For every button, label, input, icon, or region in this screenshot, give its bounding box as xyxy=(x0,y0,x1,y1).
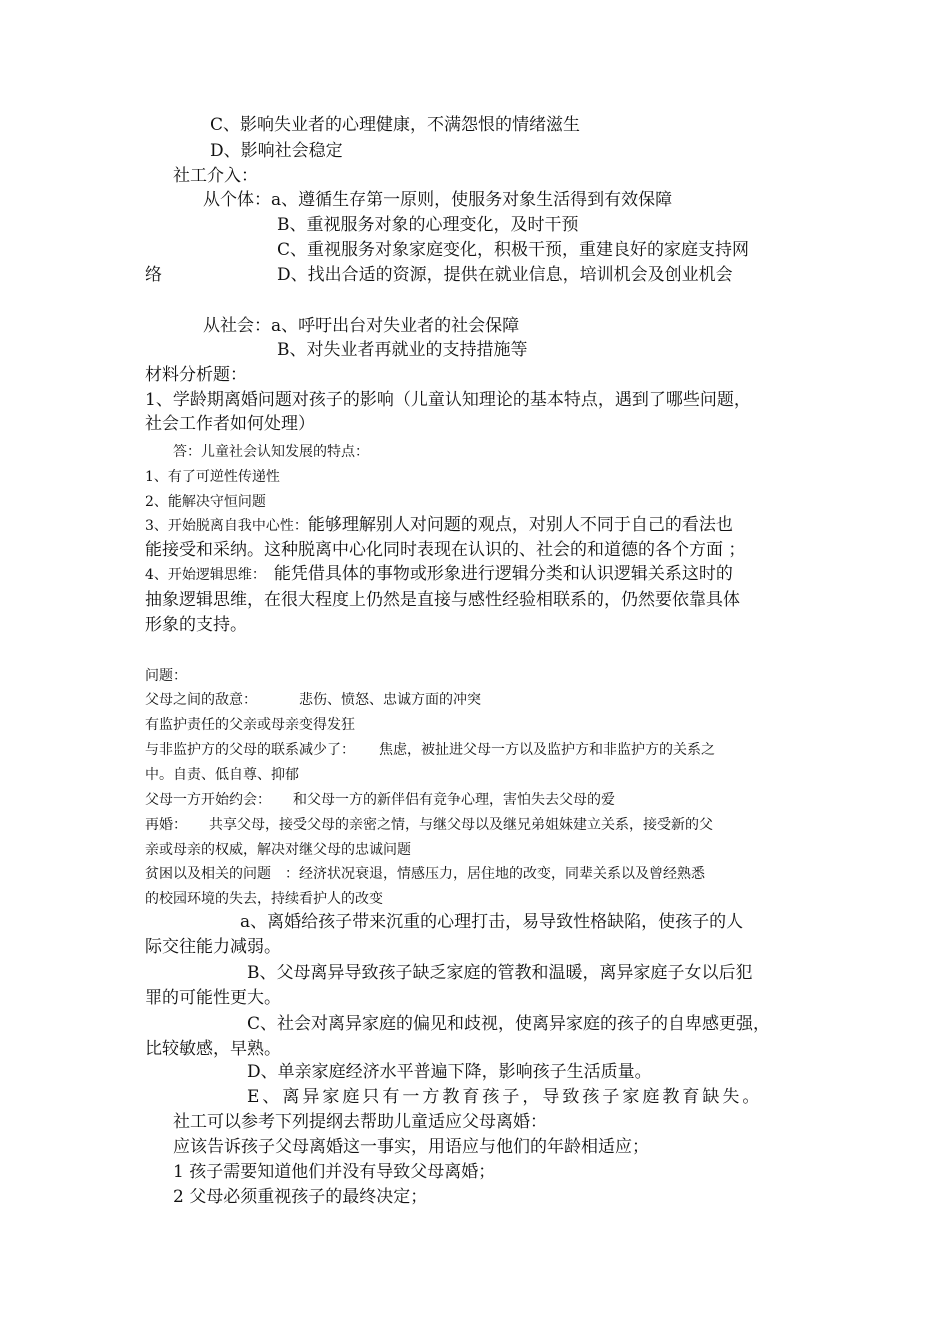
list-item xyxy=(145,566,733,583)
text-line: 2 父母必须重视孩子的最终决定； xyxy=(173,1187,428,1207)
text-line: 罪的可能性更大。 xyxy=(145,988,281,1008)
effect-item: E、离异家庭只有一方教育孩子，导致孩子家庭教育缺失。 xyxy=(247,1087,763,1107)
text-line: 从个体：a、遵循生存第一原则，使服务对象生活得到有效保障 xyxy=(203,190,673,210)
text-line: 形象的支持。 xyxy=(145,615,247,635)
problem-label: 贫困以及相关的问题 xyxy=(145,866,271,882)
answer-heading: 答：儿童社会认知发展的特点： xyxy=(173,444,369,460)
problem-line: 有监护责任的父亲或母亲变得发狂 xyxy=(145,717,355,733)
text-line: 能接受和采纳。这种脱离中心化同时表现在认识的、社会的和道德的各个方面 ； xyxy=(145,540,746,560)
question-line: 社会工作者如何处理） xyxy=(145,414,315,434)
section-heading: 社工介入： xyxy=(173,166,258,186)
section-heading: 问题： xyxy=(145,668,187,684)
text-line: 应该告诉孩子父母离婚这一事实，用语应与他们的年龄相适应； xyxy=(173,1137,649,1157)
effect-item: D、单亲家庭经济水平普遍下降，影响孩子生活质量。 xyxy=(247,1062,652,1082)
list-item-text: 能够理解别人对问题的观点，对别人不同于自己的看法也 xyxy=(307,515,733,535)
text-line: 络 xyxy=(145,265,162,285)
text-line: 中。自责、低自尊、抑郁 xyxy=(145,767,299,783)
text-line: 的校园环境的失去，持续看护人的改变 xyxy=(145,891,383,907)
problem-label: 父母一方开始约会： xyxy=(145,792,271,808)
text-line: 从社会：a、呼吁出台对失业者的社会保障 xyxy=(203,316,520,336)
text-line: 际交往能力减弱。 xyxy=(145,937,281,957)
problem-line xyxy=(145,867,705,881)
text-line: D、影响社会稳定 xyxy=(210,141,343,161)
problem-line xyxy=(145,693,481,707)
text-line: C、影响失业者的心理健康，不满怨恨的情绪滋生 xyxy=(210,115,581,135)
list-item-label: 4、开始逻辑思维： xyxy=(145,567,266,583)
list-item-text: 能凭借具体的事物或形象进行逻辑分类和认识逻辑关系这时的 xyxy=(273,564,733,584)
text-line: B、对失业者再就业的支持措施等 xyxy=(277,340,528,360)
list-item-label: 3、开始脱离自我中心性： xyxy=(145,518,308,534)
effect-item: B、父母离异导致孩子缺乏家庭的管教和温暖，离异家庭子女以后犯 xyxy=(247,963,753,983)
problem-label: 父母之间的敌意： xyxy=(145,692,257,708)
effect-item: C、社会对离异家庭的偏见和歧视，使离异家庭的孩子的自卑感更强， xyxy=(247,1014,771,1034)
problem-line xyxy=(145,743,715,757)
problem-label: 再婚： xyxy=(145,817,187,833)
list-item: 2、能解决守恒问题 xyxy=(145,494,266,510)
text-line: C、重视服务对象家庭变化，积极干预，重建良好的家庭支持网 xyxy=(277,240,750,260)
text-line: 比较敏感，早熟。 xyxy=(145,1039,281,1059)
list-item xyxy=(145,517,733,534)
problem-text: 悲伤、愤怒、忠诚方面的冲突 xyxy=(299,692,481,708)
problem-text: ：经济状况衰退，情感压力，居住地的改变，同辈关系以及曾经熟悉 xyxy=(285,866,705,882)
list-item: 1、有了可逆性传递性 xyxy=(145,469,280,485)
problem-line xyxy=(145,793,615,807)
text-line: 社工可以参考下列提纲去帮助儿童适应父母离婚： xyxy=(173,1112,547,1132)
problem-line xyxy=(145,818,713,832)
text-line: B、重视服务对象的心理变化，及时干预 xyxy=(277,215,579,235)
problem-text: 共享父母，接受父母的亲密之情，与继父母以及继兄弟姐妹建立关系，接受新的父 xyxy=(209,817,713,833)
question-line: 1、学龄期离婚问题对孩子的影响（儿童认知理论的基本特点，遇到了哪些问题， xyxy=(145,390,751,410)
problem-text: 焦虑，被扯进父母一方以及监护方和非监护方的关系之 xyxy=(379,742,715,758)
effect-item: a、离婚给孩子带来沉重的心理打击，易导致性格缺陷，使孩子的人 xyxy=(240,912,744,932)
problem-text: 和父母一方的新伴侣有竞争心理，害怕失去父母的爱 xyxy=(293,792,615,808)
section-heading: 材料分析题： xyxy=(145,365,247,385)
text-line: 抽象逻辑思维，在很大程度上仍然是直接与感性经验相联系的，仍然要依靠具体 xyxy=(145,590,740,610)
text-line: D、找出合适的资源，提供在就业信息，培训机会及创业机会 xyxy=(277,265,733,285)
problem-label: 与非监护方的父母的联系减少了： xyxy=(145,742,355,758)
text-line: 亲或母亲的权威，解决对继父母的忠诚问题 xyxy=(145,842,411,858)
text-line: 1 孩子需要知道他们并没有导致父母离婚； xyxy=(173,1162,496,1182)
